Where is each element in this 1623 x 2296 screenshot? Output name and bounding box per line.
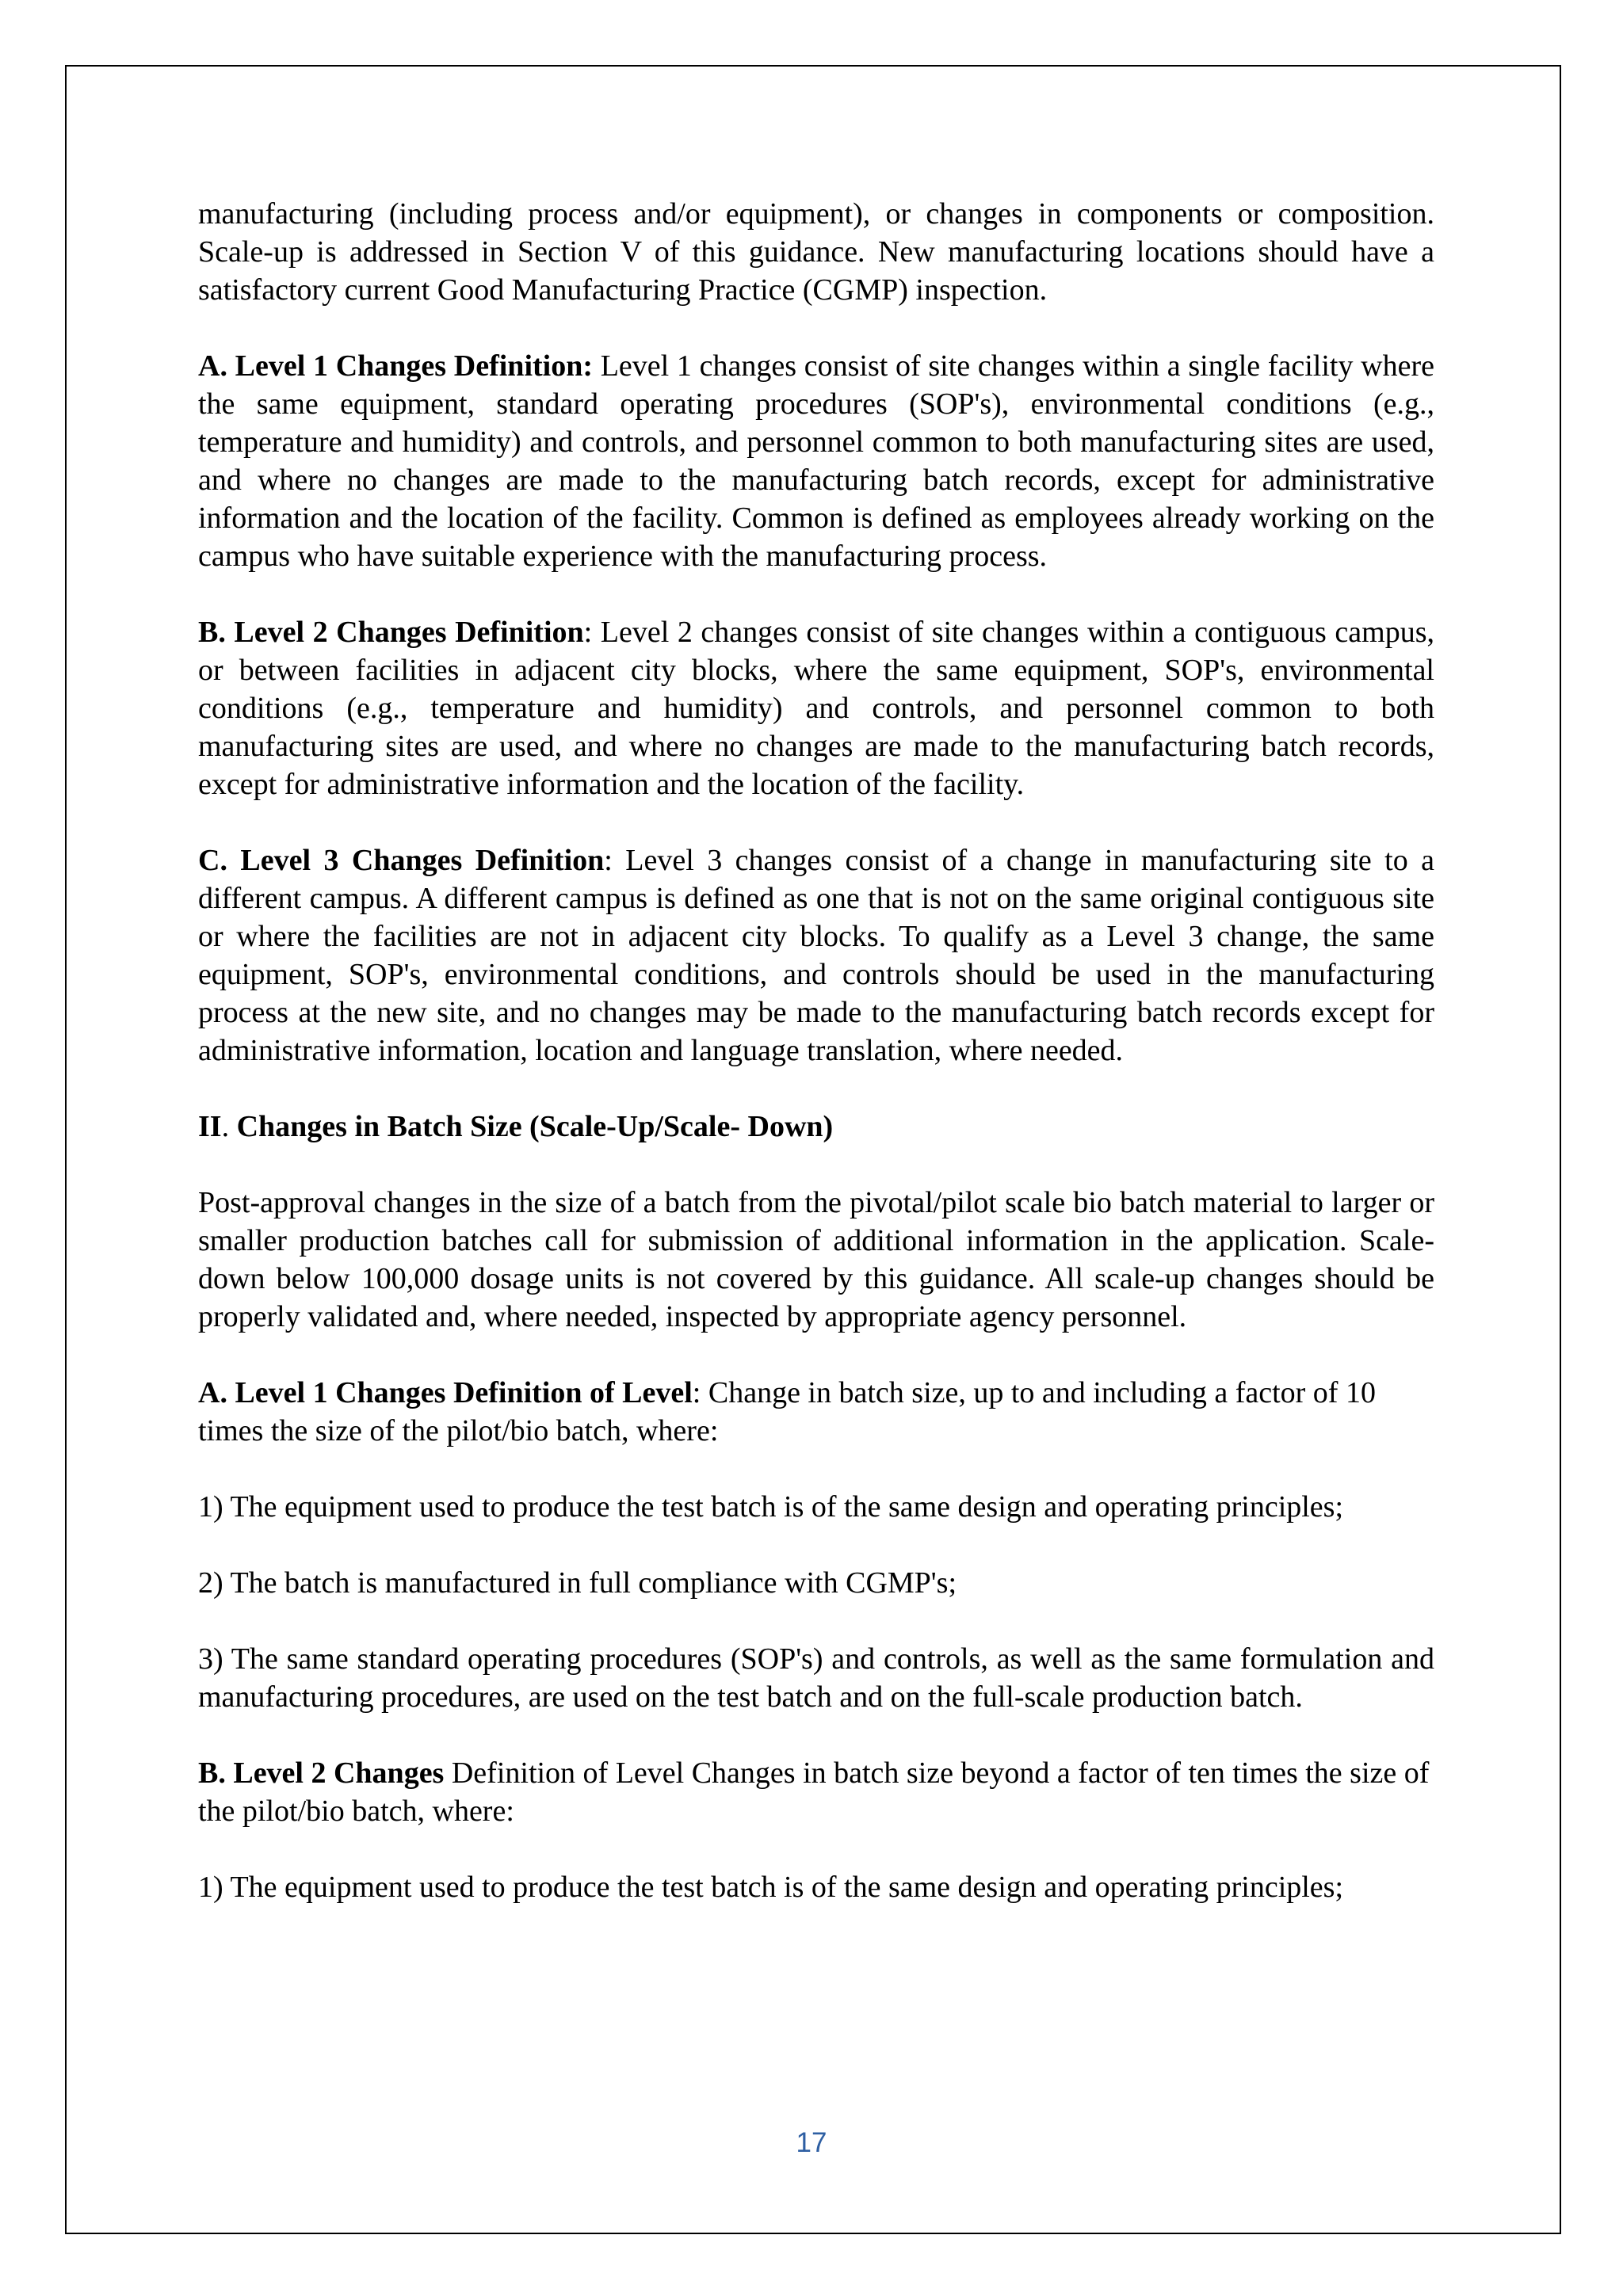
paragraph-text: Definition of Level Changes in batch size beyond a factor of ten times the size of the pilot/bio batch, where: xyxy=(198,1756,1430,1828)
paragraph-lead: A. Level 1 Changes Definition: xyxy=(198,349,593,383)
list-item-text: 3) The same standard operating procedures (SOP's) and controls, as well as the same formulation and manufacturing procedures, are used on the test batch and on the full-scale production batch. xyxy=(198,1642,1434,1714)
batch-level-2-item-1 xyxy=(198,1868,1434,1906)
paragraph-lead: B. Level 2 Changes Definition xyxy=(198,616,584,649)
paragraph-lead: A. Level 1 Changes Definition of Level xyxy=(198,1376,693,1409)
batch-level-2-paragraph xyxy=(198,1754,1434,1830)
paragraph-text: : Change in batch size, up to and including a factor of 10 times the size of the pilot/bio batch, where: xyxy=(198,1376,1376,1447)
paragraph-lead: B. Level 2 Changes xyxy=(198,1756,445,1790)
section-ii-intro-paragraph xyxy=(198,1184,1434,1336)
batch-level-1-item-2 xyxy=(198,1564,1434,1602)
list-item-text: 1) The equipment used to produce the test batch is of the same design and operating principles; xyxy=(198,1490,1344,1524)
paragraph-text: Level 1 changes consist of site changes within a single facility where the same equipment, standard operating procedures (SOP's), environmental conditions (e.g., temperature and humidity) and controls, and personnel common to both manufacturing sites are used, and where no changes are made to the manufacturing batch records, except for administrative information and the location of the facility. Common is defined as employees already working on the campus who have suitable experience with the manufacturing process. xyxy=(198,349,1434,573)
paragraph-lead: C. Level 3 Changes Definition xyxy=(198,844,605,877)
batch-level-1-item-3 xyxy=(198,1640,1434,1716)
page-number: 17 xyxy=(796,2127,827,2158)
section-separator: . xyxy=(221,1110,237,1143)
paragraph-text: Post-approval changes in the size of a batch from the pivotal/pilot scale bio batch material to larger or smaller production batches call for submission of additional information in the application. Scale-down below 100,000 dosage units is not covered by this guidance. All scale-up changes should be properly validated and, where needed, inspected by appropriate agency personnel. xyxy=(198,1186,1434,1333)
batch-level-1-paragraph xyxy=(198,1374,1434,1450)
paragraph-text: : Level 3 changes consist of a change in manufacturing site to a different campus. A different campus is defined as one that is not on the same original contiguous site or where the facilities are not in adjacent city blocks. To qualify as a Level 3 change, the same equipment, SOP's, environmental conditions, and controls should be used in the manufacturing process at the new site, and no changes may be made to the manufacturing batch records except for administrative information, location and language translation, where needed. xyxy=(198,844,1434,1067)
site-level-2-paragraph xyxy=(198,613,1434,803)
site-level-3-paragraph xyxy=(198,841,1434,1070)
section-number: II xyxy=(198,1110,222,1143)
section-ii-heading xyxy=(198,1108,1434,1146)
intro-continuation-paragraph xyxy=(198,195,1434,309)
paragraph-text: manufacturing (including process and/or equipment), or changes in components or composition. Scale-up is addressed in Section V of this guidance. New manufacturing locations should have a satisfactory current Good Manufacturing Practice (CGMP) inspection. xyxy=(198,197,1434,307)
list-item-text: 2) The batch is manufactured in full compliance with CGMP's; xyxy=(198,1566,957,1600)
document-body xyxy=(198,195,1434,1944)
paragraph-text: : Level 2 changes consist of site changes within a contiguous campus, or between facilities in adjacent city blocks, where the same equipment, SOP's, environmental conditions (e.g., temperature and humidity) and controls, and personnel common to both manufacturing sites are used, and where no changes are made to the manufacturing batch records, except for administrative information and the location of the facility. xyxy=(198,616,1434,801)
section-title: Changes in Batch Size (Scale-Up/Scale- Down) xyxy=(236,1110,834,1143)
list-item-text: 1) The equipment used to produce the test batch is of the same design and operating principles; xyxy=(198,1871,1344,1904)
batch-level-1-item-1 xyxy=(198,1488,1434,1526)
site-level-1-paragraph xyxy=(198,347,1434,575)
